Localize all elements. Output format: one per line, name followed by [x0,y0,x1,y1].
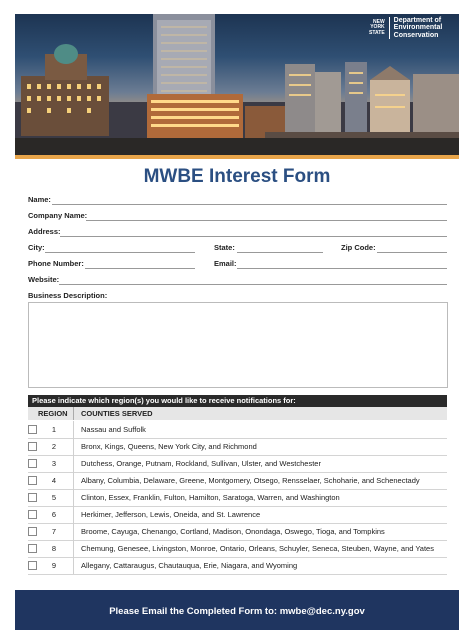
header-city-skyline-image [15,14,459,156]
header-divider [73,407,74,420]
region-9-checkbox[interactable] [28,561,37,570]
region-instruction: Please indicate which region(s) you would like to receive notifications for: [28,395,447,407]
website-label: Website: [28,275,60,284]
row-divider [73,506,74,523]
region-column-header: REGION [38,409,68,418]
counties-column-header: COUNTIES SERVED [81,409,153,418]
row-divider [73,438,74,455]
region-row [28,540,447,558]
region-2-checkbox[interactable] [28,442,37,451]
region-number: 1 [51,425,57,434]
region-number: 9 [51,561,57,570]
email-field[interactable] [237,268,447,269]
company-name-field[interactable] [86,220,447,221]
region-7-checkbox[interactable] [28,527,37,536]
website-field-row [28,275,447,287]
website-field[interactable] [59,284,447,285]
region-number: 6 [51,510,57,519]
row-divider [73,540,74,557]
business-description-label: Business Description: [28,291,108,300]
logo-agency-name [389,17,455,40]
row-divider [73,523,74,540]
region-number: 8 [51,544,57,553]
zip-code-field[interactable] [377,252,447,253]
email-instruction-footer: Please Email the Completed Form to: mwbe@dec.ny.gov [15,590,459,630]
region-counties: Albany, Columbia, Delaware, Greene, Montgomery, Otsego, Rensselaer, Schoharie, and Schenectady [81,476,420,485]
region-number: 2 [51,442,57,451]
phone-email-row [28,259,447,271]
row-divider [73,472,74,489]
address-label: Address: [28,227,61,236]
region-row [28,421,447,439]
name-label: Name: [28,195,51,204]
region-counties: Allegany, Cattaraugus, Chautauqua, Erie, Niagara, and Wyoming [81,561,298,570]
region-5-checkbox[interactable] [28,493,37,502]
phone-number-label: Phone Number: [28,259,84,268]
region-4-checkbox[interactable] [28,476,37,485]
company-name-label: Company Name: [28,211,88,220]
nys-state-mark [355,20,385,37]
region-counties: Herkimer, Jefferson, Lewis, Oneida, and St. Lawrence [81,510,261,519]
region-1-checkbox[interactable] [28,425,37,434]
logo-state-line1: NEW [373,18,385,25]
city-state-zip-row [28,243,447,255]
region-counties: Nassau and Suffolk [81,425,146,434]
phone-number-field[interactable] [85,268,195,269]
region-3-checkbox[interactable] [28,459,37,468]
region-number: 5 [51,493,57,502]
region-row [28,438,447,456]
state-field[interactable] [237,252,323,253]
row-divider [73,455,74,472]
form-title: MWBE Interest Form [143,166,331,187]
city-field[interactable] [45,252,195,253]
name-field-row [28,195,447,207]
region-number: 7 [51,527,57,536]
region-row [28,523,447,541]
logo-agency-line3: Conservation [393,31,439,39]
region-counties: Bronx, Kings, Queens, New York City, and Richmond [81,442,257,451]
email-label: Email: [214,259,237,268]
logo-agency-line1: Department of [393,16,442,24]
row-divider [73,421,74,438]
region-row [28,557,447,575]
header-accent-stripe [15,155,459,159]
region-counties: Chemung, Genesee, Livingston, Monroe, Ontario, Orleans, Schuyler, Seneca, Steuben, Wayne, and Yates [81,544,434,553]
row-divider [73,489,74,506]
region-counties: Broome, Cayuga, Chenango, Cortland, Madison, Onondaga, Oswego, Tioga, and Tompkins [81,527,385,536]
address-field-row [28,227,447,239]
zip-code-label: Zip Code: [341,243,376,252]
address-field[interactable] [60,236,447,237]
business-description-textarea[interactable] [28,302,448,388]
region-6-checkbox[interactable] [28,510,37,519]
region-number: 3 [51,459,57,468]
region-row [28,506,447,524]
region-8-checkbox[interactable] [28,544,37,553]
city-label: City: [28,243,45,252]
region-table-header [28,407,447,420]
name-field[interactable] [52,204,447,205]
region-row [28,455,447,473]
company-field-row [28,211,447,223]
region-row [28,489,447,507]
region-counties: Clinton, Essex, Franklin, Fulton, Hamilton, Saratoga, Warren, and Washington [81,493,340,502]
state-label: State: [214,243,235,252]
logo-state-line3: STATE [369,29,385,36]
nys-dec-logo [355,16,455,40]
region-row [28,472,447,490]
region-counties: Dutchess, Orange, Putnam, Rockland, Sullivan, Ulster, and Westchester [81,459,321,468]
logo-state-line2: YORK [370,24,385,31]
region-number: 4 [51,476,57,485]
logo-agency-line2: Environmental [393,24,443,32]
row-divider [73,557,74,574]
